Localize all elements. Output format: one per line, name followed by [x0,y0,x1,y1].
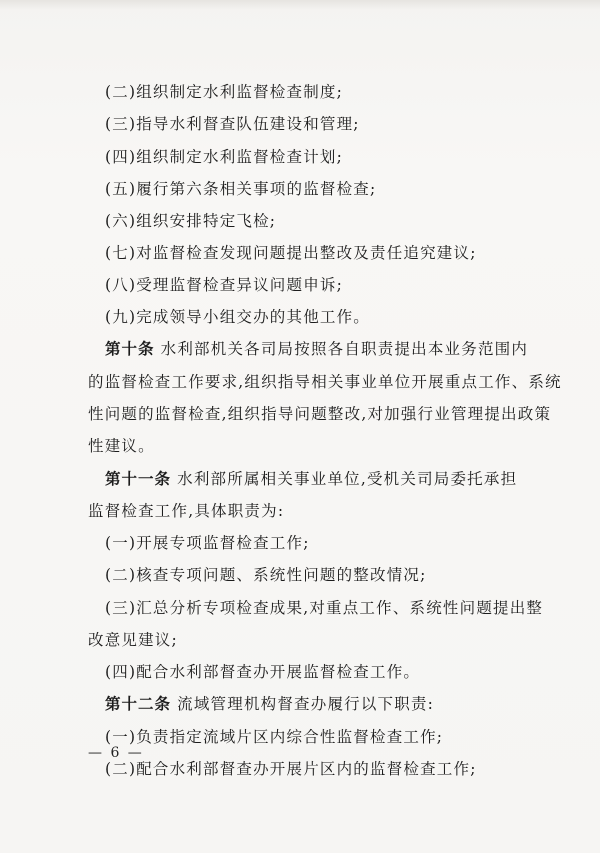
article-10-heading: 第十条 [105,339,155,358]
article-12-line-1 [105,694,434,714]
list-item-8: (八)受理监督检查异议问题申诉; [105,276,344,294]
list-item-7: (七)对监督检查发现问题提出整改及责任追究建议; [105,244,477,262]
article-11-line-1 [105,469,517,489]
page-number: — 6 — [88,745,144,761]
article-12-heading: 第十二条 [105,694,172,713]
article-11-item-4: (四)配合水利部督查办开展监督检查工作。 [105,663,421,681]
scan-edge [0,0,600,10]
article-11-item-3: (三)汇总分析专项检查成果,对重点工作、系统性问题提出整 [105,599,544,617]
list-item-5: (五)履行第六条相关事项的监督检查; [105,180,377,198]
article-10-line-4: 性建议。 [88,437,155,455]
article-12-text-1: 流域管理机构督查办履行以下职责: [177,695,435,713]
list-item-2: (二)组织制定水利监督检查制度; [105,83,344,101]
list-item-4: (四)组织制定水利监督检查计划; [105,148,344,166]
article-10-line-3: 性问题的监督检查,组织指导问题整改,对加强行业管理提出政策 [88,405,552,423]
list-item-3: (三)指导水利督查队伍建设和管理; [105,115,360,133]
article-12-item-1: (一)负责指定流域片区内综合性监督检查工作; [105,728,444,746]
article-10-line-2: 的监督检查工作要求,组织指导相关事业单位开展重点工作、系统 [88,373,562,391]
article-10-text-1: 水利部机关各司局按照各自职责提出本业务范围内 [160,340,529,358]
article-11-line-2: 监督检查工作,具体职责为: [88,502,285,520]
article-12-item-2: (二)配合水利部督查办开展片区内的监督检查工作; [105,760,477,778]
article-11-item-2: (二)核查专项问题、系统性问题的整改情况; [105,566,427,584]
list-item-6: (六)组织安排特定飞检; [105,212,277,230]
article-11-item-3-cont: 改意见建议; [88,631,178,649]
article-11-text-1: 水利部所属相关事业单位,受机关司局委托承担 [177,470,518,488]
article-11-item-1: (一)开展专项监督检查工作; [105,534,310,552]
article-10-line-1 [105,339,528,359]
article-11-heading: 第十一条 [105,469,172,488]
list-item-9: (九)完成领导小组交办的其他工作。 [105,308,370,326]
